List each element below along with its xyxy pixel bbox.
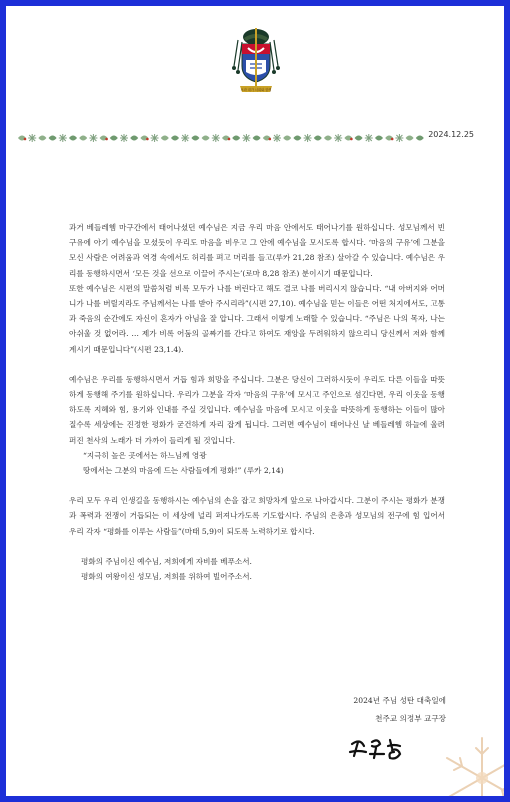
snowflake-ornament (334, 134, 342, 142)
paragraph: 예수님은 우리를 동행하시면서 거듭 힘과 희망을 주십니다. 그분은 당신이 그러하시듯이 우리도 다른 이들을 따뜻하게 동행해 주기를 원하십니다. 우리가 그분을 각자 ‘마음의 구유’에 모시고 주인으로 섬긴다면, 우리 이웃을 동행하도록 지혜와 힘, 용기와 인내를 주실 것입니다. 예수님을 마음에 모시고 이웃을 따뜻하게 동행하는 이들이 많아질수록 세상에는 진정한 평화가 굳건하게 자리 잡게 됩니다. 그러면 예수님이 태어나신 날 베들레헴 하늘에 울려 퍼진 천사의 노래가 더 가까이 들리게 될 것입니다. (69, 374, 445, 445)
letter-page (6, 6, 504, 796)
letter-date: 2024.12.25 (428, 130, 474, 139)
holly-garland-divider (16, 132, 426, 144)
snowflake-ornament (212, 134, 220, 142)
snowflake-ornament (181, 134, 189, 142)
snowflake-ornament (273, 134, 281, 142)
snowflake-corner-decoration (420, 716, 504, 796)
paragraph: 우리 모두 우리 인생길을 동행하시는 예수님의 손을 잡고 희망차게 앞으로 나아갑시다. 그분이 주시는 평화가 분쟁과 폭력과 전쟁이 거듭되는 이 세상에 널리 퍼져나가도록 기도합시다. 주님의 은총과 성모님의 전구에 힘 입어서 우리 각자 “평화를 이루는 사람들”(마태 5,9)이 되도록 노력하기로 합시다. (69, 496, 445, 536)
snowflake-ornament (28, 134, 36, 142)
holly-leaf-ornament (130, 136, 138, 141)
holly-leaf-ornament (406, 136, 414, 141)
signature-text: 손희송 (346, 734, 349, 735)
holly-leaf-ornament (49, 136, 57, 141)
snowflake-ornament (365, 134, 373, 142)
holly-leaf-ornament (253, 136, 261, 141)
holly-leaf-ornament (202, 136, 210, 141)
holly-berry-ornament (228, 138, 231, 141)
holly-leaf-ornament (38, 136, 46, 141)
holly-leaf-ornament (110, 136, 118, 141)
message-body (69, 220, 445, 584)
scripture-quote-line: “지극히 높은 곳에서는 하느님께 영광 (83, 450, 207, 460)
snowflake-ornament (120, 134, 128, 142)
holly-berry-ornament (391, 138, 394, 141)
closing-occasion: 2024년 주님 성탄 대축일에 (353, 696, 446, 705)
holly-leaf-ornament (79, 136, 87, 141)
prayer-line: 평화의 여왕이신 성모님, 저희를 위하여 빌어주소서. (81, 572, 252, 582)
closing-author: 천주교 의정부 교구장 (375, 714, 446, 723)
holly-leaf-ornament (355, 136, 363, 141)
paragraph: 과거 베들레헴 마구간에서 태어나셨던 예수님은 지금 우리 마음 안에서도 태어나기를 원하십니다. 성모님께서 빈 구유에 아기 예수님을 모셨듯이 우리도 마음을 비우고 그 안에 예수님을 모시도록 합시다. ‘마음의 구유’에 그분을 모신 사람은 어려움과 역경 속에서도 허리를 펴고 머리를 들고(루카 21,28 참조) 살아갈 수 있습니다. 예수님은 우리를 동행하시면서 ‘모든 것을 선으로 이끌어 주시는’(로마 8,28 참조) 분이시기 때문입니다. (69, 223, 445, 278)
snowflake-ornament (395, 134, 403, 142)
holly-leaf-ornament (161, 136, 169, 141)
snowflake-ornament (59, 134, 67, 142)
snowflake-ornament (89, 134, 97, 142)
crest-motto: 보라 내가 너희와 함께 (240, 88, 272, 92)
snowflake-ornament (304, 134, 312, 142)
holly-berry-ornament (269, 138, 272, 141)
holly-leaf-ornament (314, 136, 322, 141)
holly-leaf-ornament (171, 136, 179, 141)
holly-berry-ornament (105, 138, 108, 141)
snowflake-ornament (151, 134, 159, 142)
holly-berry-ornament (24, 138, 27, 141)
holly-leaf-ornament (69, 136, 77, 141)
scripture-quote-line: 땅에서는 그분의 마음에 드는 사람들에게 평화!” (루카 2,14) (83, 466, 284, 476)
holly-berry-ornament (146, 138, 149, 141)
handwritten-signature (346, 734, 426, 766)
holly-berry-ornament (350, 138, 353, 141)
coat-of-arms-icon (228, 26, 284, 98)
holly-leaf-ornament (324, 136, 332, 141)
paragraph: 또한 예수님은 시편의 말씀처럼 비록 모두가 나를 버린다고 해도 결코 나를 버리시지 않습니다. “내 아버지와 어머니가 나를 버릴지라도 주님께서는 나를 받아 주시리라”(시편 27,10). 예수님을 믿는 이들은 어떤 처지에서도, 고통과 죽음의 순간에도 자신이 혼자가 아님을 잘 압니다. 그래서 이렇게 노래할 수 있습니다. “주님은 나의 목자, 나는 아쉬울 것 없어라. … 제가 비록 어둠의 골짜기를 간다고 하여도 재앙을 두려워하지 않으리니 당신께서 저와 함께 계시기 때문입니다”(시편 23,1.4). (69, 283, 445, 354)
holly-leaf-ornament (191, 136, 199, 141)
holly-leaf-ornament (283, 136, 291, 141)
holly-leaf-ornament (375, 136, 383, 141)
holly-leaf-ornament (293, 136, 301, 141)
holly-leaf-ornament (416, 136, 424, 141)
prayer-line: 평화의 주님이신 예수님, 저희에게 자비를 베푸소서. (81, 556, 252, 566)
holly-leaf-ornament (232, 136, 240, 141)
snowflake-ornament (242, 134, 250, 142)
